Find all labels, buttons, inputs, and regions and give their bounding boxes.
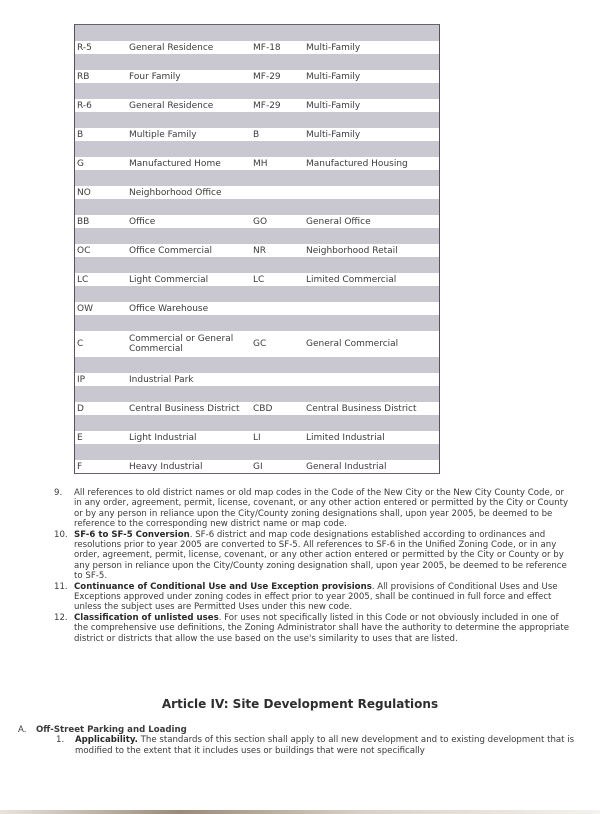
new-code: GI (253, 461, 263, 472)
old-name: General Residence (129, 42, 214, 53)
old-name: Four Family (129, 71, 181, 82)
table-row (75, 402, 439, 415)
list-item (54, 582, 574, 613)
new-name: Central Business District (306, 403, 417, 414)
table-row (75, 373, 439, 386)
item-number: 12. (54, 612, 68, 623)
row-separator (75, 170, 439, 186)
table-row (75, 215, 439, 228)
item-body: . For uses not specifically listed in this Code or not obviously included in one of the comprehensive use definitions, the Zoning Administrator shall have the authority to determine the appropriate district or districts that allow the use based on the use's similarity to uses that are listed. (74, 612, 570, 644)
subsection-item (56, 735, 578, 756)
item-number: 9. (54, 488, 63, 498)
item-heading: Classification of unlisted uses (74, 612, 219, 623)
row-separator (75, 25, 439, 41)
section-off-street-parking (18, 725, 578, 756)
old-code: LC (77, 274, 89, 285)
row-separator (75, 386, 439, 402)
new-name: Multi-Family (306, 100, 361, 111)
item-heading: SF-6 to SF-5 Conversion (74, 529, 190, 540)
old-name: Heavy Industrial (129, 461, 203, 472)
row-separator (75, 257, 439, 273)
old-code: R-6 (77, 100, 92, 111)
old-name: Office Commercial (129, 245, 212, 256)
list-item (54, 613, 574, 644)
new-name: General Commercial (306, 339, 399, 349)
new-name: Multi-Family (306, 71, 361, 82)
old-code: G (77, 158, 84, 169)
old-name: Neighborhood Office (129, 187, 222, 198)
section-heading (18, 725, 578, 735)
table-row (75, 99, 439, 112)
item-number: 10. (54, 529, 68, 540)
table-row (75, 331, 439, 357)
row-separator (75, 54, 439, 70)
old-code: F (77, 461, 83, 472)
old-code: IP (77, 374, 86, 385)
new-code: LI (253, 432, 261, 443)
item-text (74, 530, 574, 582)
table-row (75, 273, 439, 286)
new-code: MF-29 (253, 100, 281, 111)
new-code: MH (253, 158, 268, 169)
new-code: GC (253, 339, 267, 349)
old-code: RB (77, 71, 90, 82)
item-body: All references to old district names or old map codes in the Code of the New City or the New City County Code, or in any order, agreement, permit, license, covenant, or any other action entered or permitted by the City or County or by any person in reliance upon the City/County zoning designations shall, upon year 2005, be deemed to be reference to the corresponding new district name or map code. (74, 488, 569, 530)
new-name: Limited Commercial (306, 274, 397, 285)
item-text (74, 582, 574, 613)
table-row (75, 431, 439, 444)
article-title: Article IV: Site Development Regulations (161, 697, 439, 711)
row-separator (75, 199, 439, 215)
old-name: Manufactured Home (129, 158, 221, 169)
section-title: Off-Street Parking and Loading (36, 725, 187, 735)
subsection-heading: Applicability. (75, 735, 138, 746)
new-name: General Industrial (306, 461, 387, 472)
row-separator (75, 141, 439, 157)
old-name: Multiple Family (129, 129, 197, 140)
new-code: MF-29 (253, 71, 281, 82)
old-name: Office (129, 216, 156, 227)
old-name: General Residence (129, 100, 214, 111)
new-name: Manufactured Housing (306, 158, 408, 169)
row-separator (75, 315, 439, 331)
new-name: Neighborhood Retail (306, 245, 398, 256)
provisions-list (54, 488, 574, 644)
table-row (75, 186, 439, 199)
new-code: NR (253, 245, 266, 256)
item-heading: Continuance of Conditional Use and Use Exception provisions (74, 581, 372, 592)
row-separator (75, 83, 439, 99)
table-row (75, 302, 439, 315)
list-item (54, 530, 574, 582)
new-name: Multi-Family (306, 129, 361, 140)
old-name: Office Warehouse (129, 303, 209, 314)
new-name: Multi-Family (306, 42, 361, 53)
row-separator (75, 112, 439, 128)
list-item (54, 488, 574, 530)
old-code: B (77, 129, 84, 140)
new-code: B (253, 129, 260, 140)
table-row (75, 244, 439, 257)
table-row (75, 128, 439, 141)
old-code: NO (77, 187, 91, 198)
old-code: OC (77, 245, 91, 256)
row-separator (75, 286, 439, 302)
old-name: Industrial Park (129, 374, 194, 385)
item-text (74, 488, 574, 530)
new-code: GO (253, 216, 268, 227)
table-row (75, 41, 439, 54)
new-name: General Office (306, 216, 371, 227)
new-code: LC (253, 274, 265, 285)
zoning-conversion-table (74, 24, 440, 474)
old-code: OW (77, 303, 93, 314)
item-number: 11. (54, 581, 68, 592)
subsection-text (75, 735, 578, 756)
table-row (75, 157, 439, 170)
table-row (75, 70, 439, 83)
row-separator (75, 228, 439, 244)
row-separator (75, 357, 439, 373)
old-code: C (77, 339, 84, 349)
old-name: Light Industrial (129, 432, 197, 443)
row-separator (75, 415, 439, 431)
old-name: Light Commercial (129, 274, 209, 285)
old-name: Commercial or General Commercial (129, 334, 234, 354)
old-code: D (77, 403, 84, 414)
new-name: Limited Industrial (306, 432, 385, 443)
scan-bottom-edge (0, 810, 600, 814)
item-text (74, 613, 574, 644)
subsection-number: 1. (56, 735, 65, 746)
item-body: . SF-6 district and map code designations established according to ordinances and resolutions prior to year 2005 are converted to SF-5. All references to SF-6 in the Unified Zoning Code, or in any order, agreement, permit, license, covenant, or any other action entered or permitted by the City or County or by any person in reliance upon the City/County zoning designation shall, upon year 2005, be deemed to be reference to SF-5. (74, 529, 567, 582)
row-separator (75, 444, 439, 460)
old-code: BB (77, 216, 90, 227)
new-code: MF-18 (253, 42, 281, 53)
new-code: CBD (253, 403, 273, 414)
section-letter: A. (18, 725, 27, 735)
table-row (75, 460, 439, 473)
item-body: . All provisions of Conditional Uses and Use Exceptions approved under zoning codes in effect prior to year 2005, shall be continued in full force and effect unless the subject uses are Permitted Uses under this new code. (74, 581, 558, 613)
subsection-body: The standards of this section shall apply to all new development and to existing development that is modified to the extent that it includes uses or buildings that were not specifically (75, 735, 575, 756)
old-code: R-5 (77, 42, 92, 53)
old-name: Central Business District (129, 403, 240, 414)
old-code: E (77, 432, 83, 443)
